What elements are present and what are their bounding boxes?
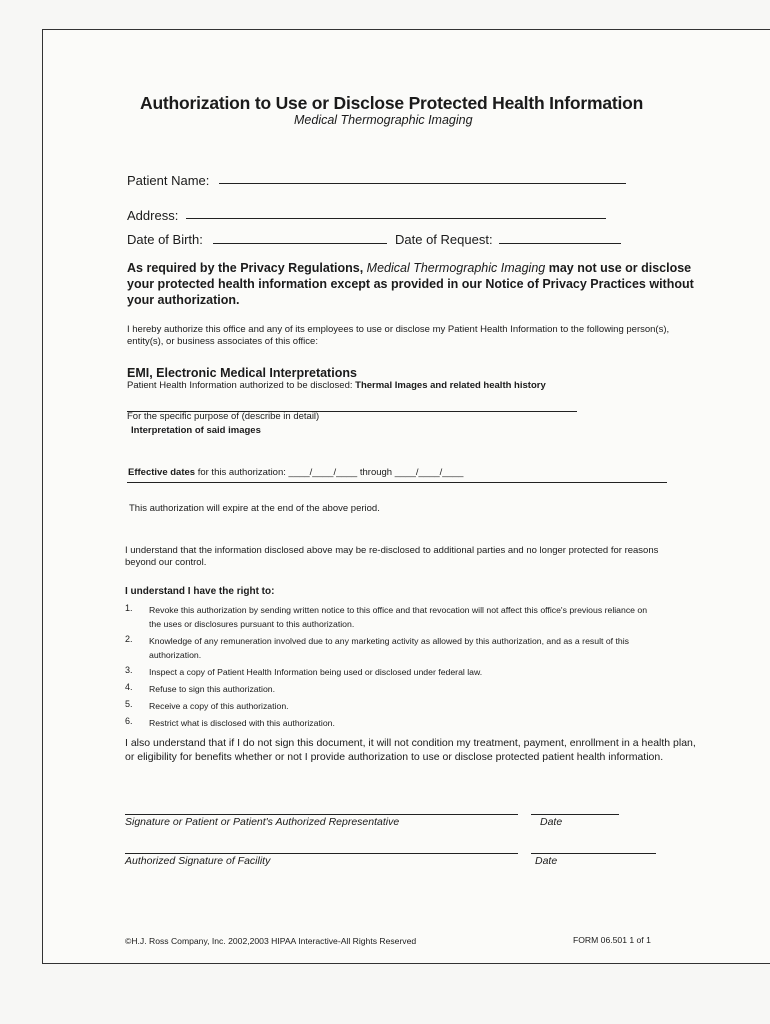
- privacy-org-name: Medical Thermographic Imaging: [366, 261, 546, 275]
- address-label: Address:: [127, 208, 179, 223]
- patient-signature-label: Signature or Patient or Patient's Authorized Representative: [125, 816, 400, 828]
- date-label-2: Date: [535, 855, 558, 867]
- effective-from-field[interactable]: ____/____/____: [288, 467, 358, 478]
- patient-name-label: Patient Name:: [127, 173, 210, 188]
- phi-value: Thermal Images and related health history: [355, 380, 546, 391]
- rights-heading: I understand I have the right to:: [125, 586, 275, 597]
- list-item: [125, 699, 655, 713]
- list-item: [125, 665, 655, 679]
- effective-to-field[interactable]: ____/____/____: [394, 467, 464, 478]
- patient-signature-field[interactable]: [125, 814, 518, 815]
- list-number: 1.: [125, 603, 133, 613]
- privacy-prefix: As required by the Privacy Regulations,: [127, 261, 364, 275]
- list-item: [125, 716, 655, 730]
- list-text: Knowledge of any remuneration involved due to any marketing activity as allowed by this authorization, and as a result of this authorization.: [149, 636, 630, 660]
- privacy-statement: [127, 260, 707, 308]
- rights-list: [125, 603, 655, 730]
- facility-signature-field[interactable]: [125, 853, 518, 854]
- list-item: [125, 634, 655, 662]
- list-number: 3.: [125, 665, 133, 675]
- form-sheet: [42, 29, 770, 964]
- list-text: Restrict what is disclosed with this authorization.: [149, 718, 335, 728]
- date-label-1: Date: [540, 816, 563, 828]
- list-number: 4.: [125, 682, 133, 692]
- list-item: [125, 603, 655, 631]
- authorize-text: I hereby authorize this office and any of its employees to use or disclose my Patient Health Information to the following person(s), entity(s), or business associates of this office:: [127, 324, 670, 347]
- effective-underline: [127, 482, 667, 483]
- list-item: [125, 682, 655, 696]
- patient-date-field[interactable]: [531, 814, 619, 815]
- address-field[interactable]: [186, 218, 606, 219]
- page-subtitle: Medical Thermographic Imaging: [294, 113, 473, 127]
- copyright-text: ©H.J. Ross Company, Inc. 2002,2003 HIPAA Interactive-All Rights Reserved: [125, 936, 417, 946]
- list-text: Refuse to sign this authorization.: [149, 684, 276, 694]
- effective-label-rest: for this authorization:: [197, 467, 286, 478]
- privacy-suffix: may not use or disclose your protected health information except as provided in our Notice of Privacy Practices without your authorization.: [127, 261, 694, 307]
- list-number: 6.: [125, 716, 133, 726]
- page-title: Authorization to Use or Disclose Protected Health Information: [140, 93, 644, 113]
- list-text: Revoke this authorization by sending written notice to this office and that revocation will not affect this office's previous reliance on the uses or disclosures pursuant to this authorization.: [149, 605, 648, 629]
- purpose-label: For the specific purpose of (describe in detail): [127, 411, 320, 422]
- list-number: 2.: [125, 634, 133, 644]
- form-id: FORM 06.501 1 of 1: [573, 935, 651, 945]
- condition-text: I also understand that if I do not sign this document, it will not condition my treatment, payment, enrollment in a health plan, or eligibility for benefits whether or not I provide authorization to use or disclose protected patient health information.: [125, 737, 696, 763]
- phi-line: [127, 380, 546, 392]
- dob-label: Date of Birth:: [127, 232, 203, 247]
- facility-signature-label: Authorized Signature of Facility: [125, 855, 271, 867]
- purpose-value: Interpretation of said images: [131, 425, 261, 436]
- entity-name: EMI, Electronic Medical Interpretations: [127, 366, 357, 380]
- request-date-label: Date of Request:: [395, 232, 493, 247]
- facility-date-field[interactable]: [531, 853, 656, 854]
- effective-dates-line: [128, 467, 463, 479]
- patient-name-field[interactable]: [219, 183, 626, 184]
- request-date-field[interactable]: [499, 243, 621, 244]
- list-text: Receive a copy of this authorization.: [149, 701, 289, 711]
- phi-label: Patient Health Information authorized to be disclosed:: [127, 380, 353, 391]
- through-label: through: [359, 467, 393, 478]
- list-number: 5.: [125, 699, 133, 709]
- dob-field[interactable]: [213, 243, 387, 244]
- effective-label-bold: Effective dates: [128, 467, 196, 478]
- redisclose-text: I understand that the information disclosed above may be re-disclosed to additional parties and no longer protected for reasons beyond our control.: [125, 545, 659, 568]
- expire-text: This authorization will expire at the end of the above period.: [129, 503, 380, 514]
- list-text: Inspect a copy of Patient Health Information being used or disclosed under federal law.: [149, 667, 483, 677]
